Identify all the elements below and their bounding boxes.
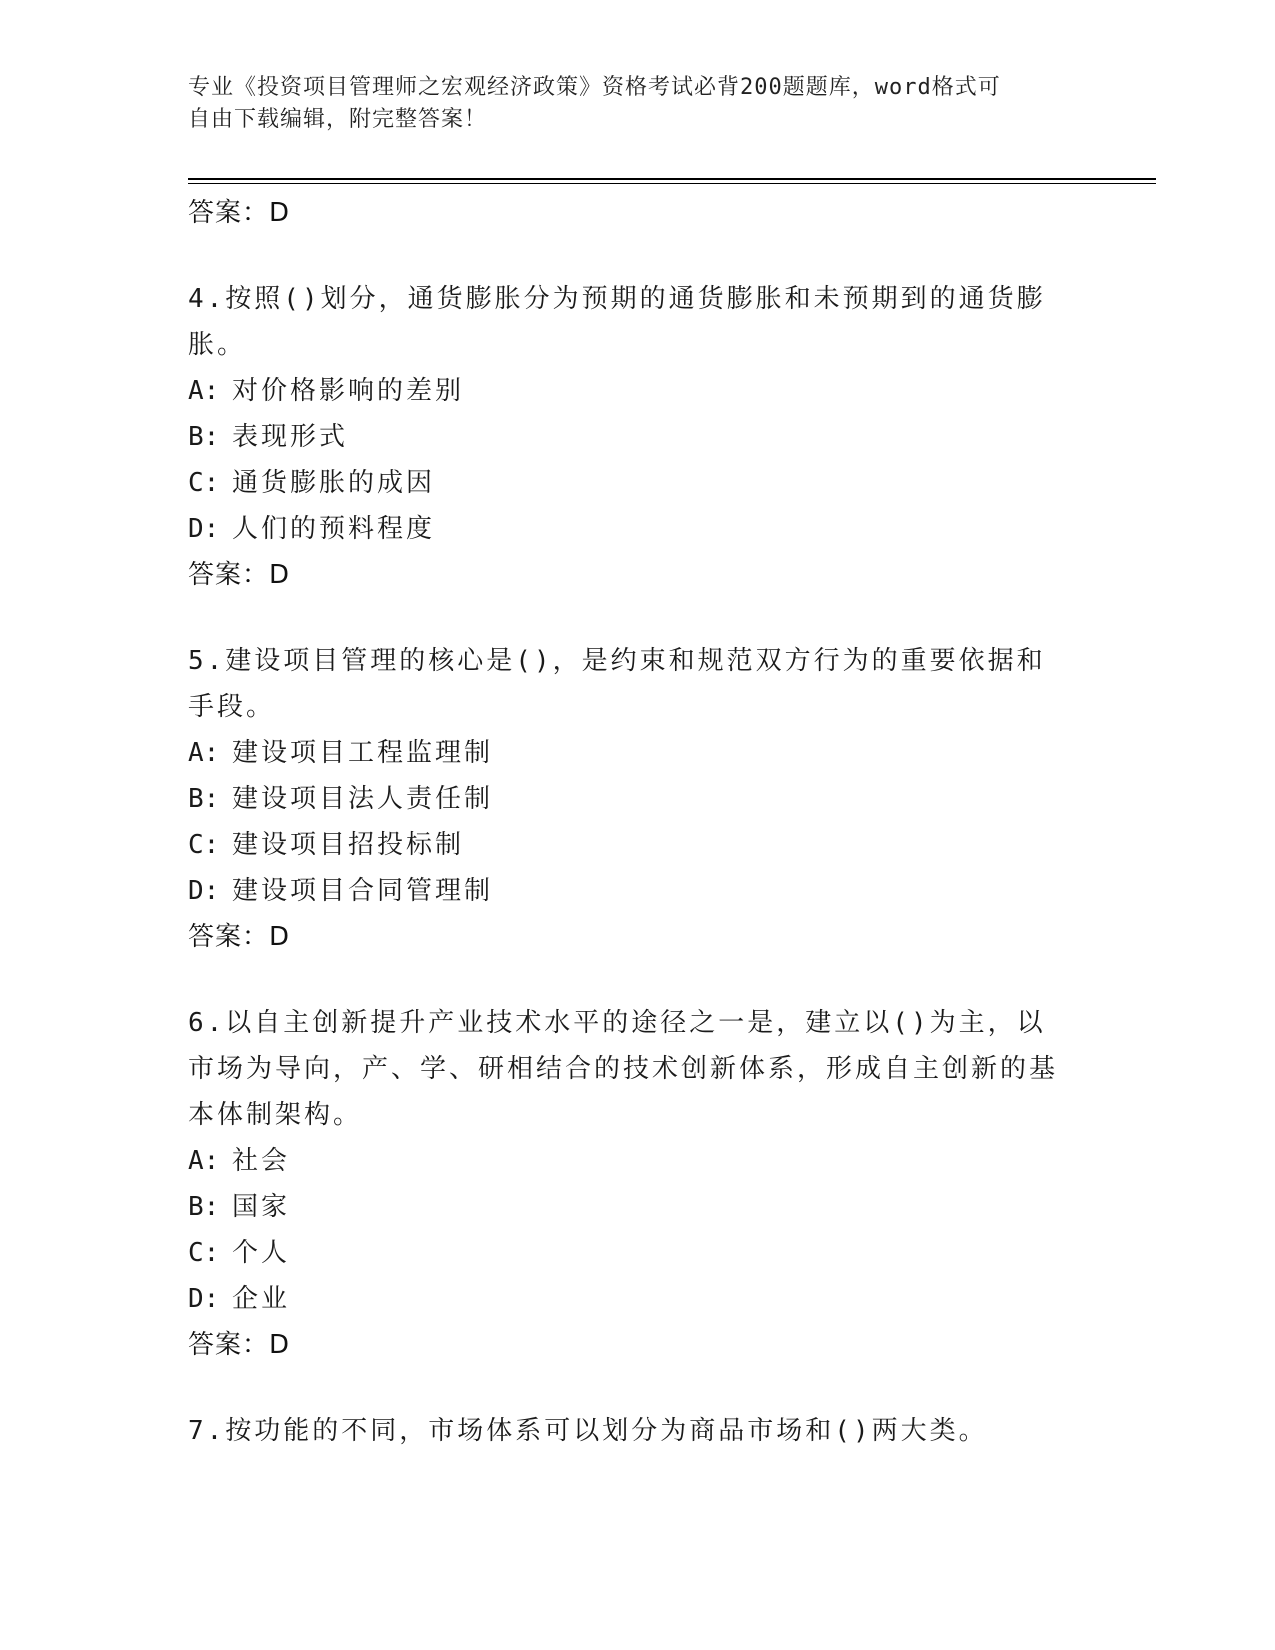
option-text: 国家 (232, 1192, 291, 1222)
option-text: 建设项目招投标制 (232, 830, 465, 860)
option-c (188, 822, 1068, 868)
option-a (188, 368, 1068, 414)
option-letter: C: (188, 468, 220, 498)
question-text: 6.以自主创新提升产业技术水平的途径之一是，建立以()为主，以市场为导向，产、学、研相结合的技术创新体系，形成自主创新的基本体制架构。 (188, 1008, 1059, 1130)
option-letter: C: (188, 830, 220, 860)
document-body (188, 190, 1068, 1454)
option-text: 通货膨胀的成因 (232, 468, 436, 498)
option-text: 人们的预料程度 (232, 514, 436, 544)
answer-line: 答案：D (188, 1330, 291, 1360)
option-letter: A: (188, 376, 220, 406)
question-block (188, 638, 1068, 960)
option-d (188, 1276, 1068, 1322)
question-block (188, 1000, 1068, 1368)
option-text: 企业 (232, 1284, 291, 1314)
question-text: 5.建设项目管理的核心是()，是约束和规范双方行为的重要依据和手段。 (188, 646, 1046, 722)
option-text: 建设项目合同管理制 (232, 876, 494, 906)
option-text: 建设项目法人责任制 (232, 784, 494, 814)
option-a (188, 1138, 1068, 1184)
option-c (188, 460, 1068, 506)
option-letter: B: (188, 784, 220, 814)
option-c (188, 1230, 1068, 1276)
option-letter: D: (188, 1284, 220, 1314)
option-letter: A: (188, 1146, 220, 1176)
header-line-2: 自由下载编辑，附完整答案！ (188, 107, 488, 132)
option-letter: A: (188, 738, 220, 768)
option-d (188, 868, 1068, 914)
option-b (188, 1184, 1068, 1230)
header-divider-thick (188, 178, 1156, 180)
option-text: 建设项目工程监理制 (232, 738, 494, 768)
option-letter: C: (188, 1238, 220, 1268)
document-header (188, 72, 1068, 136)
question-block (188, 276, 1068, 598)
option-letter: D: (188, 876, 220, 906)
option-b (188, 776, 1068, 822)
option-letter: B: (188, 422, 220, 452)
question-block (188, 1408, 1068, 1454)
option-letter: B: (188, 1192, 220, 1222)
answer-line: 答案：D (188, 560, 291, 590)
option-text: 表现形式 (232, 422, 349, 452)
answer-line: 答案：D (188, 198, 291, 228)
option-b (188, 414, 1068, 460)
question-text: 4.按照()划分，通货膨胀分为预期的通货膨胀和未预期到的通货膨胀。 (188, 284, 1046, 360)
option-letter: D: (188, 514, 220, 544)
option-d (188, 506, 1068, 552)
option-text: 社会 (232, 1146, 291, 1176)
header-line-1: 专业《投资项目管理师之宏观经济政策》资格考试必背200题题库，word格式可 (188, 75, 1001, 100)
answer-line: 答案：D (188, 922, 291, 952)
question-text: 7.按功能的不同，市场体系可以划分为商品市场和()两大类。 (188, 1416, 988, 1446)
option-text: 对价格影响的差别 (232, 376, 465, 406)
option-text: 个人 (232, 1238, 291, 1268)
header-divider-thin (188, 183, 1156, 184)
option-a (188, 730, 1068, 776)
